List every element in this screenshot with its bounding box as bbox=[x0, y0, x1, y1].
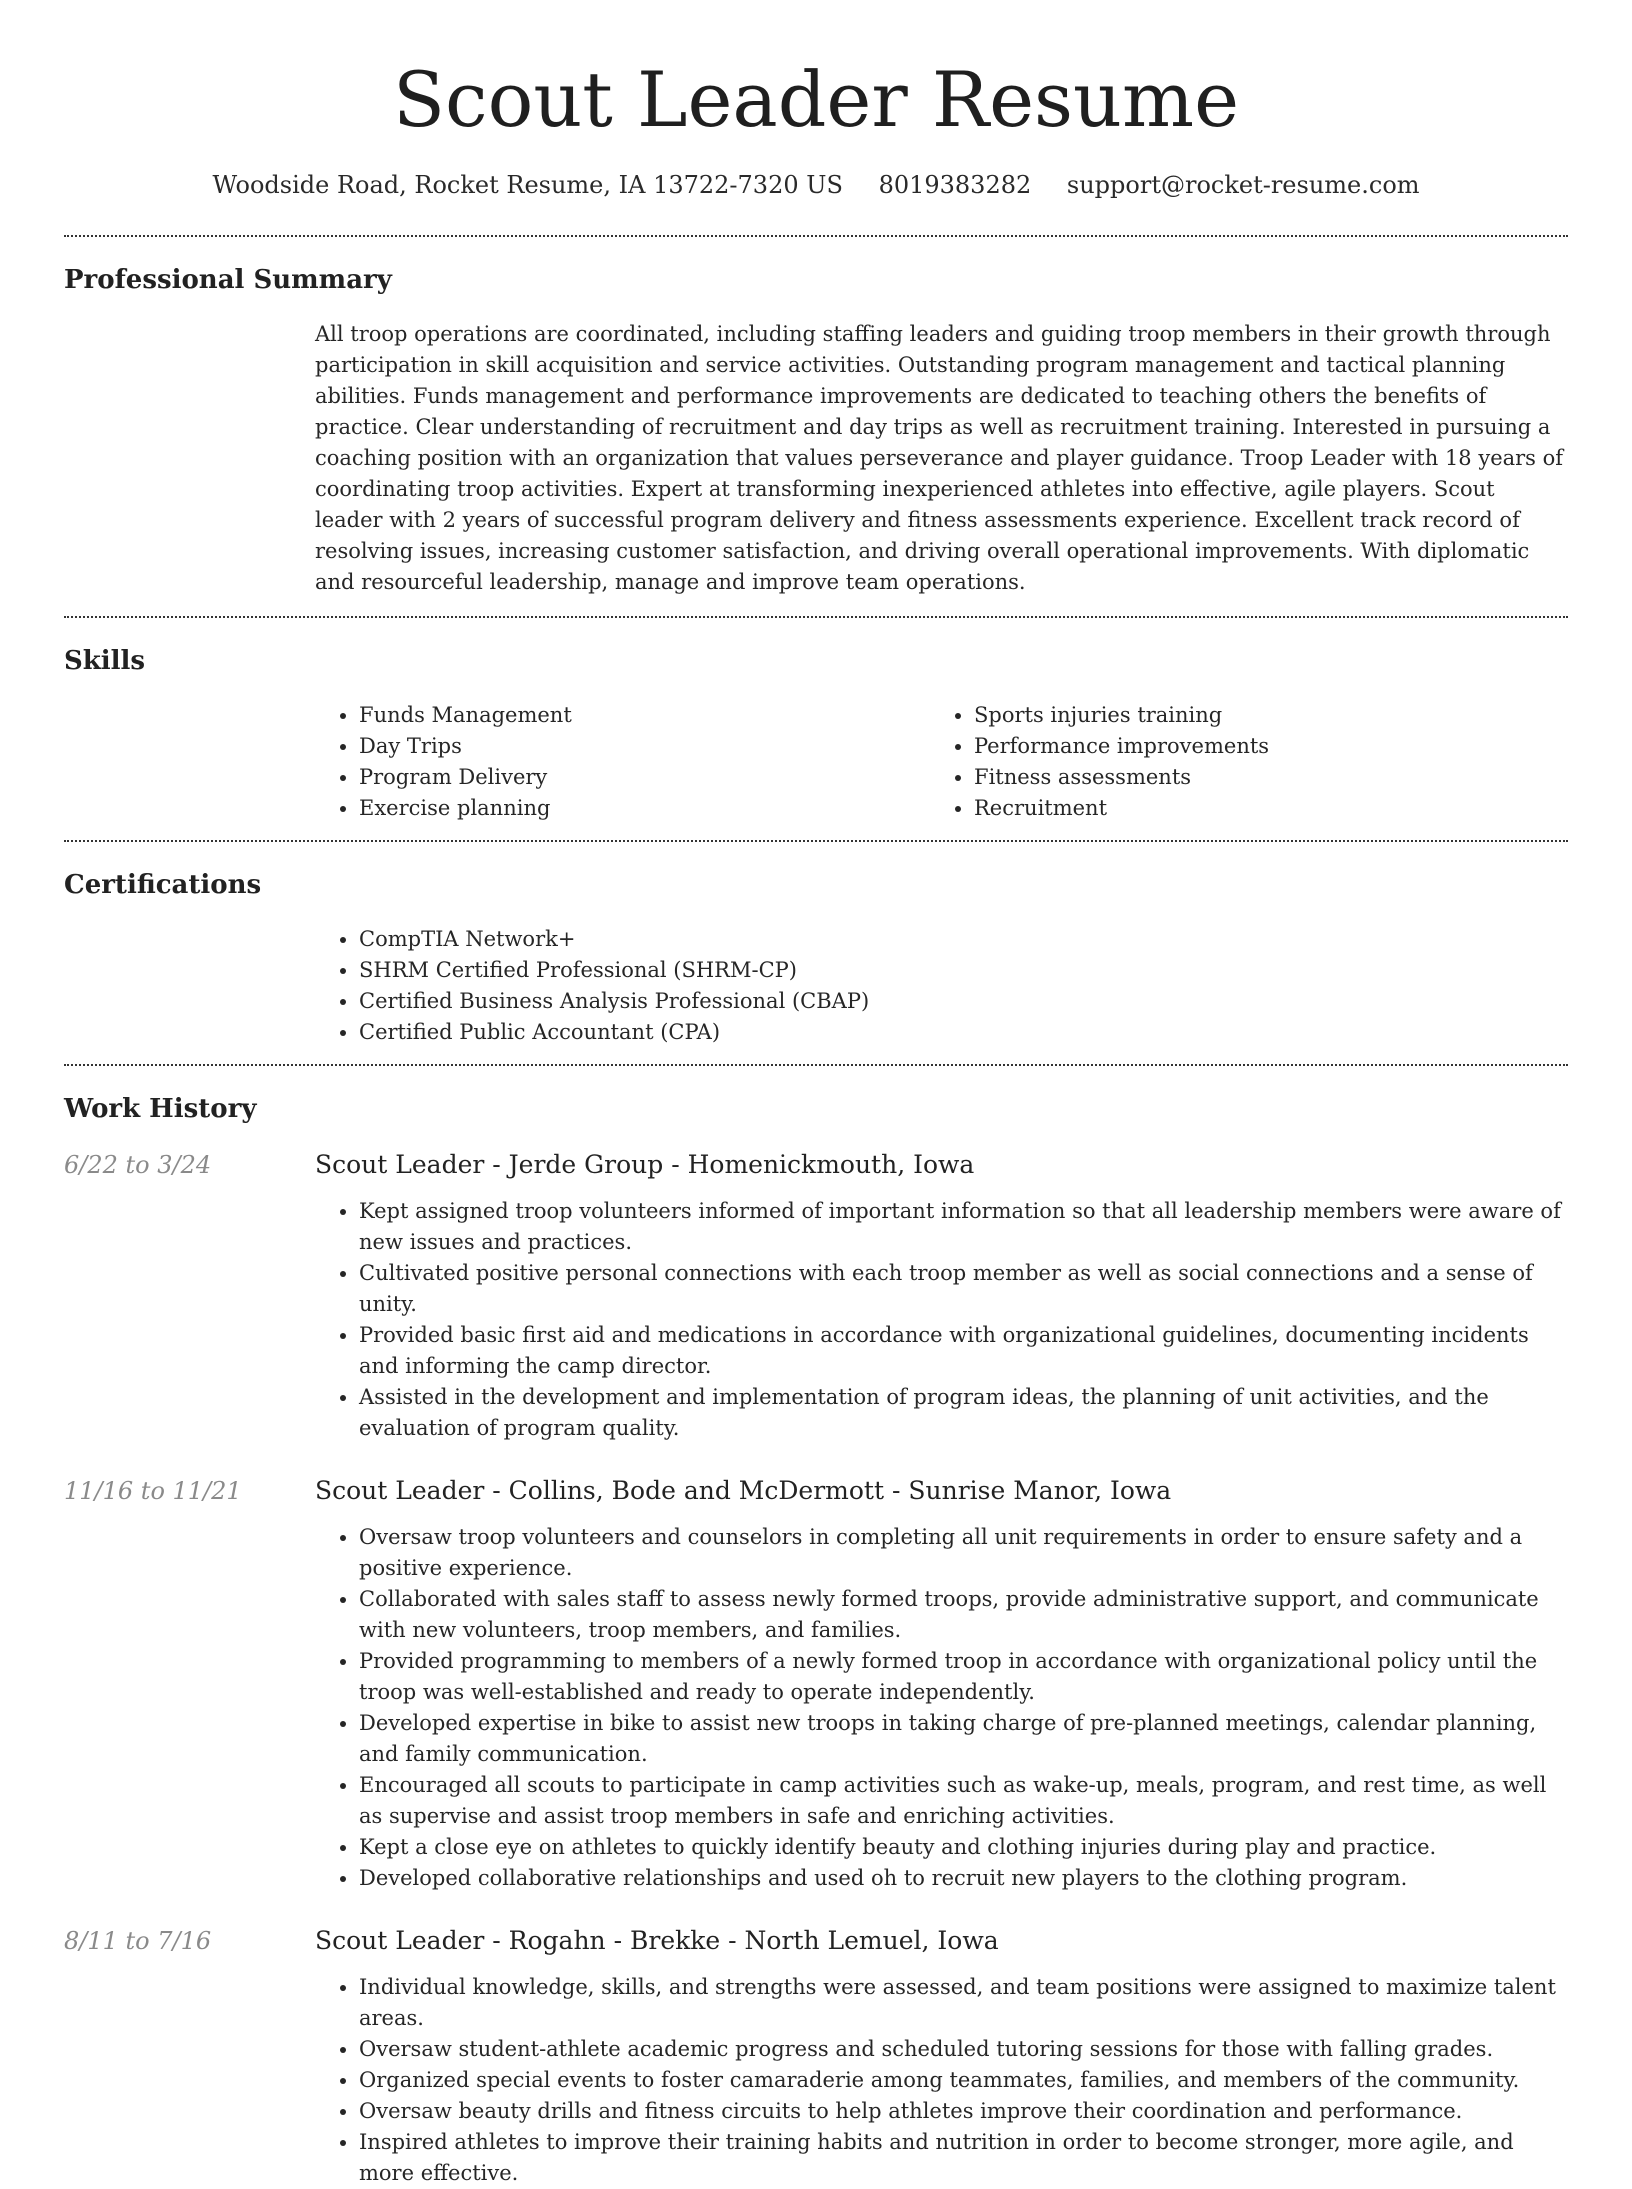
job-details bbox=[315, 1474, 1568, 1894]
skill-item: • Sports injuries training bbox=[974, 700, 1545, 731]
section-divider bbox=[64, 1064, 1568, 1066]
job-entry bbox=[64, 1924, 1568, 2189]
certification-item: • CompTIA Network+ bbox=[359, 924, 1568, 955]
work-history-heading: Work History bbox=[64, 1094, 257, 1124]
job-bullet: • Encouraged all scouts to participate in camp activities such as wake-up, meals, program, and rest time, as well as supervise and assist troop members in safe and enriching activities. bbox=[359, 1770, 1568, 1832]
skills-list-right bbox=[930, 700, 1545, 824]
job-bullets bbox=[315, 1522, 1568, 1894]
job-bullet: • Kept assigned troop volunteers informed of important information so that all leadership members were aware of new issues and practices. bbox=[359, 1196, 1568, 1258]
job-bullets bbox=[315, 1196, 1568, 1444]
job-title: Scout Leader - Collins, Bode and McDermott - Sunrise Manor, Iowa bbox=[315, 1476, 1172, 1505]
skills-column-left bbox=[315, 700, 930, 824]
summary-heading: Professional Summary bbox=[64, 265, 392, 295]
certification-item: • SHRM Certified Professional (SHRM-CP) bbox=[359, 955, 1568, 986]
job-dates: 6/22 to 3/24 bbox=[64, 1151, 212, 1179]
skill-item: • Fitness assessments bbox=[974, 762, 1545, 793]
job-bullet: • Provided basic first aid and medications in accordance with organizational guidelines, documenting incidents and informing the camp director. bbox=[359, 1320, 1568, 1382]
skills-grid bbox=[315, 700, 1568, 824]
skill-item: • Exercise planning bbox=[359, 793, 930, 824]
job-dates: 8/11 to 7/16 bbox=[64, 1927, 212, 1955]
job-bullet: • Individual knowledge, skills, and strengths were assessed, and team positions were assigned to maximize talent areas. bbox=[359, 1972, 1568, 2034]
skills-section bbox=[64, 644, 1568, 824]
section-divider bbox=[64, 235, 1568, 237]
job-details bbox=[315, 1148, 1568, 1444]
skill-item: • Performance improvements bbox=[974, 731, 1545, 762]
resume-title: Scout Leader Resume bbox=[392, 55, 1240, 144]
job-bullet: • Oversaw troop volunteers and counselors in completing all unit requirements in order to ensure safety and a positive experience. bbox=[359, 1522, 1568, 1584]
contact-address: Woodside Road, Rocket Resume, IA 13722-7320 US bbox=[212, 171, 843, 199]
job-bullet: • Collaborated with sales staff to assess newly formed troops, provide administrative support, and communicate with new volunteers, troop members, and families. bbox=[359, 1584, 1568, 1646]
contact-phone: 8019383282 bbox=[878, 171, 1032, 199]
job-bullet: • Oversaw student-athlete academic progress and scheduled tutoring sessions for those with falling grades. bbox=[359, 2034, 1568, 2065]
job-bullet: • Organized special events to foster camaraderie among teammates, families, and members of the community. bbox=[359, 2065, 1568, 2096]
job-title: Scout Leader - Jerde Group - Homenickmouth, Iowa bbox=[315, 1150, 975, 1179]
job-bullet: • Developed expertise in bike to assist new troops in taking charge of pre-planned meetings, calendar planning, and family communication. bbox=[359, 1708, 1568, 1770]
job-bullet: • Kept a close eye on athletes to quickly identify beauty and clothing injuries during play and practice. bbox=[359, 1832, 1568, 1863]
job-title: Scout Leader - Rogahn - Brekke - North Lemuel, Iowa bbox=[315, 1926, 999, 1955]
job-dates: 11/16 to 11/21 bbox=[64, 1477, 242, 1505]
job-bullet: • Oversaw beauty drills and fitness circuits to help athletes improve their coordination and performance. bbox=[359, 2096, 1568, 2127]
job-bullet: • Developed collaborative relationships and used oh to recruit new players to the clothing program. bbox=[359, 1863, 1568, 1894]
job-entry bbox=[64, 1474, 1568, 1894]
certification-item: • Certified Public Accountant (CPA) bbox=[359, 1017, 1568, 1048]
skills-heading: Skills bbox=[64, 646, 146, 676]
skills-list-left bbox=[315, 700, 930, 824]
certifications-list bbox=[315, 924, 1568, 1048]
job-bullets bbox=[315, 1972, 1568, 2189]
resume-header bbox=[64, 0, 1568, 202]
job-bullet: • Inspired athletes to improve their training habits and nutrition in order to become stronger, more agile, and more effective. bbox=[359, 2127, 1568, 2189]
certifications-heading: Certifications bbox=[64, 870, 262, 900]
job-entry bbox=[64, 1148, 1568, 1444]
contact-line bbox=[64, 168, 1568, 202]
contact-email: support@rocket-resume.com bbox=[1066, 171, 1420, 199]
certifications-body bbox=[315, 924, 1568, 1048]
section-divider bbox=[64, 840, 1568, 842]
work-history-section bbox=[64, 1092, 1568, 2189]
job-bullet: • Cultivated positive personal connections with each troop member as well as social connections and a sense of unity. bbox=[359, 1258, 1568, 1320]
job-bullet: • Provided programming to members of a newly formed troop in accordance with organizational policy until the troop was well-established and ready to operate independently. bbox=[359, 1646, 1568, 1708]
skills-column-right bbox=[930, 700, 1545, 824]
job-details bbox=[315, 1924, 1568, 2189]
jobs-list bbox=[64, 1148, 1568, 2189]
skill-item: • Day Trips bbox=[359, 731, 930, 762]
certification-item: • Certified Business Analysis Professional (CBAP) bbox=[359, 986, 1568, 1017]
summary-text: All troop operations are coordinated, including staffing leaders and guiding troop members in their growth through participation in skill acquisition and service activities. Outstanding program management and tactical planning abilities. Funds management and performance improvements are dedicated to teaching others the benefits of practice. Clear understanding of recruitment and day trips as well as recruitment training. Interested in pursuing a coaching position with an organization that values perseverance and player guidance. Troop Leader with 18 years of coordinating troop activities. Expert at transforming inexperienced athletes into effective, agile players. Scout leader with 2 years of successful program delivery and fitness assessments experience. Excellent track record of resolving issues, increasing customer satisfaction, and driving overall operational improvements. With diplomatic and resourceful leadership, manage and improve team operations. bbox=[315, 322, 1564, 594]
skill-item: • Program Delivery bbox=[359, 762, 930, 793]
section-divider bbox=[64, 616, 1568, 618]
skill-item: • Funds Management bbox=[359, 700, 930, 731]
summary-section bbox=[64, 263, 1568, 598]
skill-item: • Recruitment bbox=[974, 793, 1545, 824]
certifications-section bbox=[64, 868, 1568, 1048]
job-bullet: • Assisted in the development and implementation of program ideas, the planning of unit activities, and the evaluation of program quality. bbox=[359, 1382, 1568, 1444]
